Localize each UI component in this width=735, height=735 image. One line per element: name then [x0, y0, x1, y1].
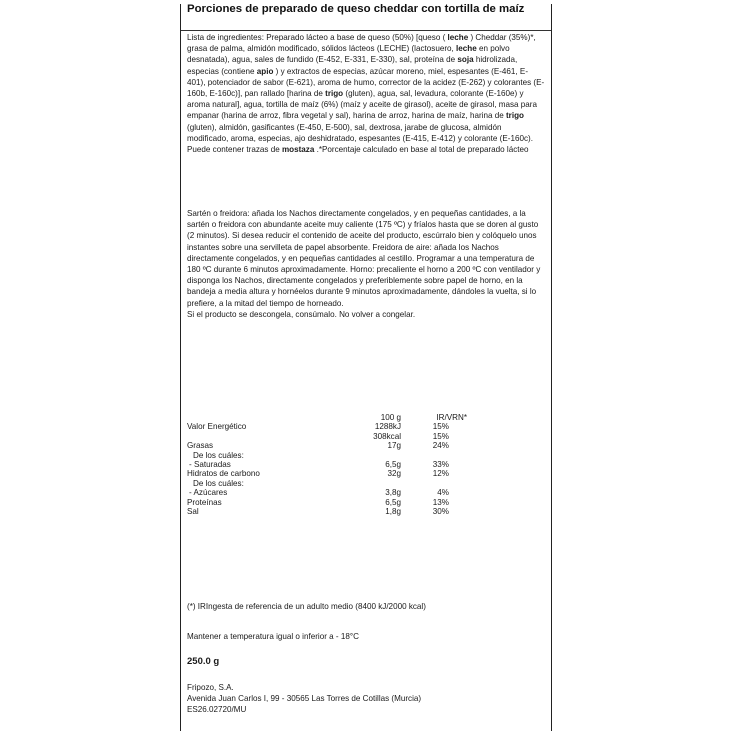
nutrient-value: 3,8g: [385, 488, 401, 498]
nutrient-label: Sal: [187, 506, 199, 516]
ingredients-text: .*Porcentaje calculado en base al total de preparado lácteo: [314, 145, 529, 155]
nutrition-row: [187, 498, 467, 507]
per-100g-header: 100 g: [380, 413, 401, 422]
nutrition-row: [187, 479, 467, 488]
net-weight: 250.0 g: [187, 656, 220, 667]
title-divider: [181, 30, 551, 31]
nutrient-label: Valor Energético: [187, 422, 247, 432]
nutrient-label: De los cuáles:: [193, 478, 244, 488]
nutrient-value: 17g: [387, 441, 401, 451]
nutrition-row: [187, 422, 467, 431]
ingredients-text: en polvo desnatada), agua, sales de fundido (E-452, E-331, E-330), sal, proteína de: [187, 44, 510, 65]
nutrient-label: Grasas: [187, 441, 214, 451]
nutrient-label: De los cuáles:: [193, 450, 244, 460]
ingredients-list: [187, 32, 545, 155]
nutrition-table: [187, 413, 467, 516]
thaw-note: Si el producto se descongela, consúmalo. No volver a congelar.: [187, 309, 416, 319]
product-info-panel: [180, 4, 552, 731]
nutrient-value: 1,8g: [385, 506, 401, 516]
allergen-text: trigo: [325, 89, 344, 99]
ingredients-text: ) y extractos de especias, azúcar moreno, miel, espesantes (E-461, E-401), potenciador de sabor (E-621), aroma de humo, corrector de la acidez (E-262) y colorantes (E-160b, E-160c)], pan rallado [harina de: [187, 66, 545, 99]
preparation-instructions: [187, 208, 545, 320]
allergen-text: leche: [447, 33, 469, 42]
ingredients-text: (gluten), agua, sal, levadura, colorante (E-160e) y aroma natural], agua, tortilla de maíz (6%) (maíz y aceite de girasol), aceite de girasol, masa para empanar (harina de arroz, fibra vegetal y sal), harina de arroz, harina de maíz, harina de: [187, 89, 537, 121]
nutrient-percent: 4%: [437, 488, 449, 498]
ingredients-text: hidrolizada, especias (contiene: [187, 55, 518, 76]
nutrition-row: [187, 451, 467, 460]
company-info: [187, 682, 421, 716]
nutrient-value: 308kcal: [373, 431, 401, 441]
nutrition-row: [187, 432, 467, 441]
nutrient-value: 1288kJ: [374, 422, 401, 432]
nutrition-row: [187, 441, 467, 450]
ir-footnote: (*) IRIngesta de referencia de un adulto medio (8400 kJ/2000 kcal): [187, 602, 426, 611]
nutrition-row: [187, 469, 467, 478]
nutrient-percent: 33%: [432, 459, 449, 469]
ir-header: IR/VRN*: [436, 413, 467, 422]
nutrient-percent: 24%: [432, 441, 449, 451]
allergen-text: leche: [456, 44, 477, 54]
nutrient-value: 6,5g: [385, 497, 401, 507]
instructions-text: Sartén o freidora: añada los Nachos directamente congelados, y en pequeñas cantidades, a la sartén o freidora con abundante aceite muy caliente (175 ºC) y fríalos hasta que se doren al gusto (2 minutos). Si desea reducir el contenido de aceite del producto, escúrralo bien y colóquelo unos instantes sobre una servilleta de papel absorbente. Freidora de aire: añada los Nachos directamente congelados, y en pequeñas cantidades al cestillo. Programar a una temperatura de 180 ºC durante 6 minutos aproximadamente. Horno: precaliente el horno a 200 ºC con ventilador y disponga los Nachos, directamente congelados y preferiblemente sobre papel de horno, en la bandeja a media altura y hornéelos durante 9 minutos aproximadamente, dándoles la vuelta, si lo prefiere, a la mitad del tiempo de horneado.: [187, 209, 541, 308]
ingredients-text: Lista de ingredientes: Preparado lácteo a base de queso (50%) [queso (: [187, 33, 448, 42]
allergen-text: apio: [256, 66, 274, 76]
nutrient-percent: 15%: [432, 431, 449, 441]
nutrition-row: [187, 488, 467, 497]
allergen-text: trigo: [505, 111, 524, 121]
allergen-text: mostaza: [281, 145, 315, 155]
ingredients-text: ) Cheddar (35%)*, grasa de palma, almidón modificado, sólidos lácteos (LECHE) (lactosuero,: [187, 33, 536, 54]
nutrient-label: Proteínas: [187, 497, 222, 507]
nutrient-percent: 30%: [432, 506, 449, 516]
nutrition-row: [187, 460, 467, 469]
company-name: Fripozo, S.A.: [187, 683, 234, 692]
registry-code: ES26.02720/MU: [187, 705, 247, 715]
nutrient-value: 32g: [387, 469, 401, 479]
company-address: Avenida Juan Carlos I, 99 - 30565 Las Torres de Cotillas (Murcia): [187, 694, 422, 704]
nutrient-label: - Azúcares: [189, 488, 228, 498]
nutrient-label: - Saturadas: [189, 459, 231, 469]
product-title: Porciones de preparado de queso cheddar con tortilla de maíz: [187, 3, 525, 15]
nutrient-percent: 15%: [432, 422, 449, 432]
nutrient-value: 6,5g: [385, 459, 401, 469]
allergen-text: soja: [457, 55, 474, 65]
nutrient-percent: 13%: [432, 497, 449, 507]
nutrient-label: Hidratos de carbono: [187, 469, 260, 479]
nutrition-row: [187, 507, 467, 516]
nutrition-header: [187, 413, 467, 422]
storage-instructions: Mantener a temperatura igual o inferior a - 18°C: [187, 632, 359, 641]
nutrient-percent: 12%: [432, 469, 449, 479]
ingredients-text: (gluten), almidón, gasificantes (E-450, E-500), sal, dextrosa, jarabe de glucosa, almidón modificado, aroma, especias, ajo deshidratado, espesantes (E-415, E-412) y colorante (E-160c). Puede contener trazas de: [187, 122, 533, 155]
